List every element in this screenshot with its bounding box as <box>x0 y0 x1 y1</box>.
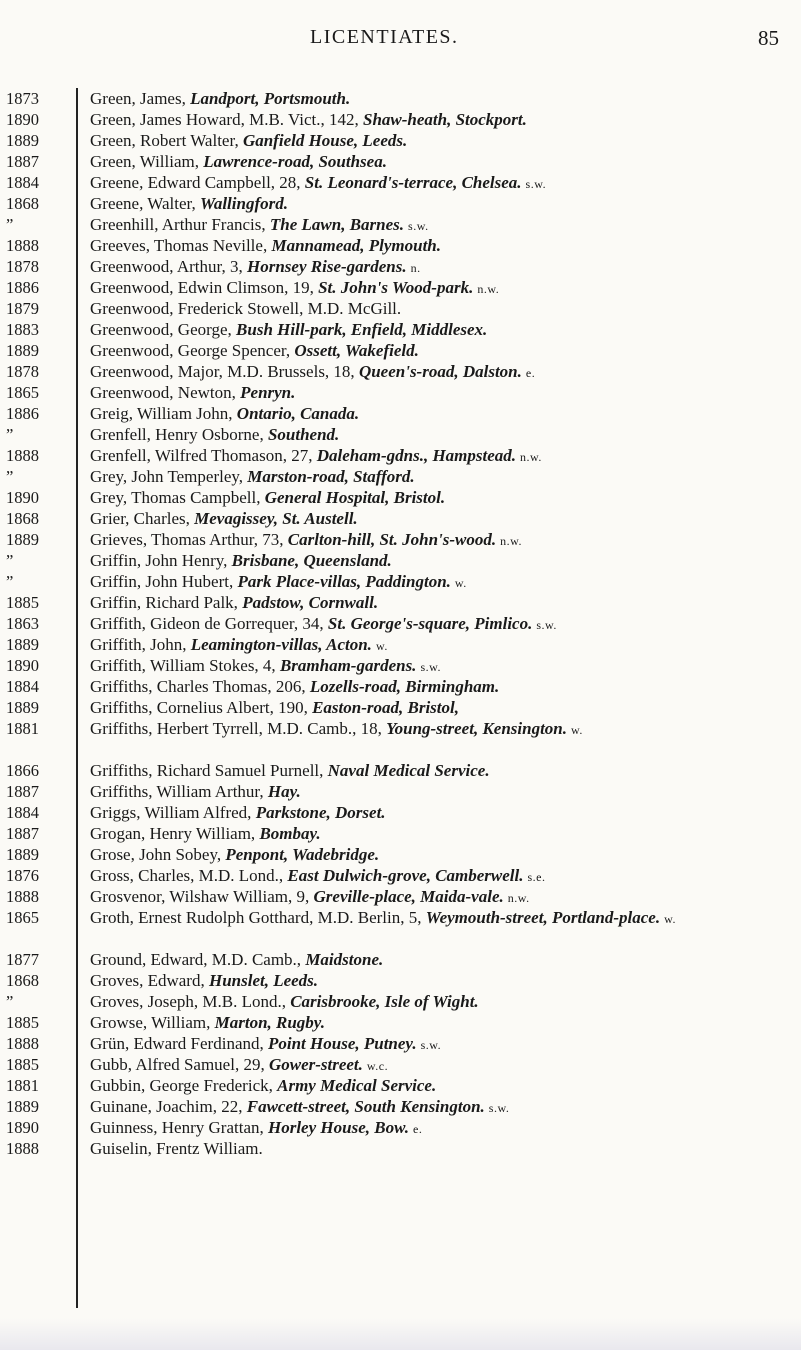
entry-name: Gubbin, George Frederick, <box>90 1076 273 1095</box>
entry-name: Groves, Edward, <box>90 971 205 990</box>
entry-year: 1890 <box>6 488 39 507</box>
entry-district: e. <box>413 1122 423 1136</box>
list-item <box>0 193 801 214</box>
entry-name: Groth, Ernest Rudolph Gotthard, M.D. Berlin, 5, <box>90 908 422 927</box>
entry-text <box>90 193 795 214</box>
entry-year: 1889 <box>6 341 39 360</box>
list-item <box>0 256 801 277</box>
entry-text <box>90 256 795 279</box>
entry-name: Griffith, William Stokes, 4, <box>90 656 276 675</box>
list-item <box>0 298 801 319</box>
entry-address: Lawrence-road, Southsea. <box>203 152 387 171</box>
list-item <box>0 970 801 991</box>
entry-address: Ossett, Wakefield. <box>294 341 419 360</box>
entry-text <box>90 424 795 445</box>
entry-address: Leamington-villas, Acton. <box>190 635 372 654</box>
list-item <box>0 718 801 760</box>
entry-name: Grier, Charles, <box>90 509 190 528</box>
entry-text <box>90 487 795 508</box>
entry-address: Queen's-road, Dalston. <box>358 362 522 381</box>
entry-text <box>90 88 795 109</box>
entry-address: Lozells-road, Birmingham. <box>309 677 500 696</box>
entry-district: s.w. <box>420 660 441 674</box>
page-header <box>0 26 801 56</box>
entry-address: Carisbrooke, Isle of Wight. <box>290 992 479 1011</box>
list-item <box>0 172 801 193</box>
entry-address: Padstow, Cornwall. <box>242 593 379 612</box>
entry-text <box>90 508 795 529</box>
entry-text <box>90 1075 795 1096</box>
list-item <box>0 235 801 256</box>
list-item <box>0 340 801 361</box>
entry-district: s.w. <box>488 1101 510 1115</box>
entry-district: s.w. <box>408 219 429 233</box>
entry-name: Greeves, Thomas Neville, <box>90 236 268 255</box>
running-title: LICENTIATES. <box>310 26 459 48</box>
entry-name: Green, William, <box>90 152 199 171</box>
entry-text <box>90 277 795 300</box>
entry-text <box>90 298 795 319</box>
entry-year: 1868 <box>6 194 39 213</box>
list-item <box>0 592 801 613</box>
entry-name: Griffin, Richard Palk, <box>90 593 238 612</box>
entry-name: Griggs, William Alfred, <box>90 803 252 822</box>
entry-name: Greenwood, Major, M.D. Brussels, 18, <box>90 362 355 381</box>
entry-address: Hunslet, Leeds. <box>208 971 319 990</box>
entry-text <box>90 907 795 930</box>
entry-year: 1879 <box>6 299 39 318</box>
entry-name: Greenwood, Frederick Stowell, M.D. McGill. <box>90 299 402 318</box>
entry-name: Grosvenor, Wilshaw William, 9, <box>90 887 310 906</box>
list-item <box>0 277 801 298</box>
list-item <box>0 361 801 382</box>
entry-district: n. <box>410 261 421 275</box>
list-item <box>0 214 801 235</box>
list-item <box>0 424 801 445</box>
entry-name: Guiselin, Frentz William. <box>90 1139 263 1158</box>
entry-address: Landport, Portsmouth. <box>190 89 351 108</box>
entry-name: Greenhill, Arthur Francis, <box>90 215 266 234</box>
list-item <box>0 1054 801 1075</box>
entry-name: Greenwood, George, <box>90 320 232 339</box>
entry-name: Griffin, John Henry, <box>90 551 228 570</box>
entry-name: Griffiths, William Arthur, <box>90 782 264 801</box>
entry-name: Greig, William John, <box>90 404 233 423</box>
entry-district: n.w. <box>520 450 542 464</box>
entry-text <box>90 760 795 781</box>
entry-name: Grey, John Temperley, <box>90 467 244 486</box>
entry-address: Point House, Putney. <box>268 1034 417 1053</box>
entry-text <box>90 109 795 130</box>
entry-year: 1889 <box>6 131 39 150</box>
list-item <box>0 382 801 403</box>
entry-address: Hornsey Rise-gardens. <box>247 257 407 276</box>
entry-district: e. <box>525 366 536 380</box>
entry-year: 1888 <box>6 236 39 255</box>
entry-name: Guinness, Henry Grattan, <box>90 1118 264 1137</box>
entry-name: Griffin, John Hubert, <box>90 572 234 591</box>
entry-address: Park Place-villas, Paddington. <box>237 572 451 591</box>
entry-name: Greene, Edward Campbell, 28, <box>90 173 301 192</box>
entry-year: 1884 <box>6 173 39 192</box>
entry-year: 1889 <box>6 635 39 654</box>
entry-text <box>90 319 795 340</box>
entry-address: Mannamead, Plymouth. <box>271 236 442 255</box>
entry-text <box>90 1117 795 1140</box>
list-item <box>0 1117 801 1138</box>
entry-district: w. <box>375 639 388 653</box>
list-item <box>0 1138 801 1159</box>
entry-text <box>90 172 795 195</box>
entry-year: ” <box>6 425 14 444</box>
entry-text <box>90 844 795 865</box>
list-item <box>0 781 801 802</box>
list-item <box>0 466 801 487</box>
entry-text <box>90 130 795 151</box>
entry-address: Naval Medical Service. <box>327 761 490 780</box>
entry-district: w. <box>571 723 583 737</box>
list-item <box>0 1033 801 1054</box>
entry-year: 1868 <box>6 509 39 528</box>
list-item <box>0 991 801 1012</box>
entry-name: Grieves, Thomas Arthur, 73, <box>90 530 284 549</box>
entry-text <box>90 823 795 844</box>
list-item <box>0 88 801 109</box>
entry-address: Hay. <box>267 782 301 801</box>
list-item <box>0 550 801 571</box>
entry-address: St. George's-square, Pimlico. <box>327 614 533 633</box>
list-item <box>0 130 801 151</box>
entry-name: Groves, Joseph, M.B. Lond., <box>90 992 286 1011</box>
entry-name: Griffiths, Cornelius Albert, 190, <box>90 698 308 717</box>
entry-year: 1890 <box>6 656 39 675</box>
list-item <box>0 886 801 907</box>
entry-address: Bombay. <box>259 824 321 843</box>
entry-name: Green, James Howard, M.B. Vict., 142, <box>90 110 359 129</box>
entry-text <box>90 382 795 403</box>
entry-district: n.w. <box>477 282 500 296</box>
entry-address: Penpont, Wadebridge. <box>225 845 380 864</box>
entry-year: 1888 <box>6 446 39 465</box>
entry-name: Griffiths, Richard Samuel Purnell, <box>90 761 324 780</box>
entry-name: Grenfell, Wilfred Thomason, 27, <box>90 446 313 465</box>
entry-district: s.w. <box>420 1038 442 1052</box>
list-item <box>0 508 801 529</box>
entry-year: 1886 <box>6 404 39 423</box>
page-bottom-edge <box>0 1318 801 1350</box>
entry-year: 1887 <box>6 782 39 801</box>
entry-address: Brisbane, Queensland. <box>231 551 392 570</box>
entry-year: 1888 <box>6 887 39 906</box>
entry-year: 1885 <box>6 593 39 612</box>
list-item <box>0 487 801 508</box>
entry-name: Greenwood, Edwin Climson, 19, <box>90 278 314 297</box>
list-item <box>0 1075 801 1096</box>
list-item <box>0 529 801 550</box>
entry-address: Maidstone. <box>305 950 384 969</box>
entry-year: 1883 <box>6 320 39 339</box>
list-item <box>0 865 801 886</box>
entry-text <box>90 613 795 636</box>
entry-year: 1863 <box>6 614 39 633</box>
entry-address: Ontario, Canada. <box>236 404 360 423</box>
entry-text <box>90 802 795 823</box>
entry-address: Mevagissey, St. Austell. <box>194 509 358 528</box>
entry-address: Daleham-gdns., Hampstead. <box>316 446 517 465</box>
entry-address: Horley House, Bow. <box>268 1118 410 1137</box>
entry-name: Griffith, John, <box>90 635 187 654</box>
entry-text <box>90 991 795 1012</box>
entry-text <box>90 1012 795 1033</box>
entry-name: Green, Robert Walter, <box>90 131 239 150</box>
list-item <box>0 655 801 676</box>
entry-district: s.e. <box>527 870 546 884</box>
list-item <box>0 823 801 844</box>
entry-address: Bush Hill-park, Enfield, Middlesex. <box>236 320 488 339</box>
entry-name: Grün, Edward Ferdinand, <box>90 1034 264 1053</box>
entry-text <box>90 361 795 384</box>
entry-address: Penryn. <box>240 383 296 402</box>
entry-name: Greenwood, Newton, <box>90 383 236 402</box>
entry-text <box>90 529 795 552</box>
entry-name: Griffiths, Herbert Tyrrell, M.D. Camb., 18, <box>90 719 382 738</box>
list-item <box>0 151 801 172</box>
entry-year: ” <box>6 467 14 486</box>
entry-text <box>90 697 795 718</box>
entry-year: 1889 <box>6 698 39 717</box>
entry-year: 1884 <box>6 803 39 822</box>
entry-name: Guinane, Joachim, 22, <box>90 1097 243 1116</box>
page-number: 85 <box>758 26 779 50</box>
entry-text <box>90 445 795 468</box>
entry-name: Greene, Walter, <box>90 194 196 213</box>
entry-year: 1866 <box>6 761 39 780</box>
entry-address: Marston-road, Stafford. <box>247 467 415 486</box>
entry-address: Carlton-hill, St. John's-wood. <box>287 530 497 549</box>
entry-year: 1886 <box>6 278 39 297</box>
entry-year: 1878 <box>6 257 39 276</box>
entry-name: Griffiths, Charles Thomas, 206, <box>90 677 306 696</box>
entry-address: Shaw-heath, Stockport. <box>362 110 527 129</box>
entry-district: n.w. <box>507 891 530 905</box>
entry-district: s.w. <box>536 618 557 632</box>
entry-address: Parkstone, Dorset. <box>255 803 386 822</box>
entry-text <box>90 571 795 594</box>
entry-district: w. <box>454 576 467 590</box>
entry-name: Grey, Thomas Campbell, <box>90 488 261 507</box>
entry-year: 1868 <box>6 971 39 990</box>
entry-address: Ganfield House, Leeds. <box>242 131 408 150</box>
entry-year: ” <box>6 572 14 591</box>
entry-text <box>90 1138 795 1159</box>
entry-text <box>90 403 795 424</box>
entry-year: 1881 <box>6 719 39 738</box>
entry-district: w.c. <box>366 1059 389 1073</box>
list-item <box>0 760 801 781</box>
list-item <box>0 571 801 592</box>
entry-name: Grose, John Sobey, <box>90 845 222 864</box>
entry-district: w. <box>664 912 676 926</box>
entry-address: East Dulwich-grove, Camberwell. <box>287 866 524 885</box>
entry-text <box>90 550 795 571</box>
list-item <box>0 1012 801 1033</box>
entry-year: 1877 <box>6 950 39 969</box>
list-item <box>0 949 801 970</box>
entry-text <box>90 235 795 256</box>
entry-district: n.w. <box>500 534 523 548</box>
entry-text <box>90 1096 795 1119</box>
entry-year: 1888 <box>6 1139 39 1158</box>
list-item <box>0 1096 801 1117</box>
entry-address: Southend. <box>267 425 340 444</box>
entry-text <box>90 676 795 697</box>
entry-address: Bramham-gardens. <box>279 656 417 675</box>
entry-address: Greville-place, Maida-vale. <box>313 887 504 906</box>
entry-name: Greenwood, George Spencer, <box>90 341 291 360</box>
entry-address: Weymouth-street, Portland-place. <box>425 908 661 927</box>
list-item <box>0 634 801 655</box>
entry-address: Fawcett-street, South Kensington. <box>246 1097 485 1116</box>
entry-year: 1881 <box>6 1076 39 1095</box>
entry-year: 1889 <box>6 530 39 549</box>
entry-text <box>90 865 795 888</box>
entry-year: 1884 <box>6 677 39 696</box>
entry-text <box>90 1054 795 1077</box>
list-item <box>0 613 801 634</box>
entry-address: St. Leonard's-terrace, Chelsea. <box>304 173 522 192</box>
entry-name: Gross, Charles, M.D. Lond., <box>90 866 284 885</box>
entry-year: ” <box>6 215 14 234</box>
entry-text <box>90 214 795 237</box>
entry-year: 1878 <box>6 362 39 381</box>
entry-name: Grenfell, Henry Osborne, <box>90 425 264 444</box>
entry-name: Green, James, <box>90 89 186 108</box>
list-item <box>0 844 801 865</box>
entry-text <box>90 592 795 613</box>
entry-district: s.w. <box>525 177 547 191</box>
list-item <box>0 676 801 697</box>
entry-name: Griffith, Gideon de Gorrequer, 34, <box>90 614 324 633</box>
entry-text <box>90 655 795 678</box>
entry-address: Wallingford. <box>199 194 288 213</box>
entry-text <box>90 151 795 172</box>
entry-name: Greenwood, Arthur, 3, <box>90 257 243 276</box>
list-item <box>0 907 801 949</box>
entry-year: 1890 <box>6 1118 39 1137</box>
entry-year: 1885 <box>6 1055 39 1074</box>
entry-text <box>90 634 795 657</box>
entry-address: St. John's Wood-park. <box>318 278 474 297</box>
entry-year: 1876 <box>6 866 39 885</box>
entry-year: ” <box>6 551 14 570</box>
entry-text <box>90 1033 795 1056</box>
entry-address: General Hospital, Bristol. <box>264 488 446 507</box>
entry-year: ” <box>6 992 14 1011</box>
list-item <box>0 319 801 340</box>
entry-year: 1873 <box>6 89 39 108</box>
entry-text <box>90 340 795 361</box>
entry-text <box>90 970 795 991</box>
entry-text <box>90 718 795 741</box>
list-item <box>0 109 801 130</box>
entry-year: 1890 <box>6 110 39 129</box>
entry-text <box>90 886 795 909</box>
entry-year: 1889 <box>6 1097 39 1116</box>
entry-address: The Lawn, Barnes. <box>269 215 405 234</box>
entry-year: 1887 <box>6 152 39 171</box>
entry-name: Growse, William, <box>90 1013 211 1032</box>
entry-name: Grogan, Henry William, <box>90 824 256 843</box>
entry-address: Marton, Rugby. <box>214 1013 325 1032</box>
entry-year: 1889 <box>6 845 39 864</box>
entry-address: Easton-road, Bristol, <box>312 698 459 717</box>
entry-year: 1885 <box>6 1013 39 1032</box>
entry-name: Ground, Edward, M.D. Camb., <box>90 950 302 969</box>
entry-year: 1888 <box>6 1034 39 1053</box>
entry-text <box>90 949 795 970</box>
entry-year: 1865 <box>6 908 39 927</box>
entry-address: Army Medical Service. <box>277 1076 437 1095</box>
list-item <box>0 403 801 424</box>
list-item <box>0 697 801 718</box>
entry-address: Gower-street. <box>268 1055 363 1074</box>
list-item <box>0 445 801 466</box>
entry-list <box>0 88 801 1159</box>
entry-year: 1865 <box>6 383 39 402</box>
list-item <box>0 802 801 823</box>
entry-text <box>90 781 795 802</box>
entry-name: Gubb, Alfred Samuel, 29, <box>90 1055 265 1074</box>
entry-text <box>90 466 795 487</box>
entry-year: 1887 <box>6 824 39 843</box>
entry-address: Young-street, Kensington. <box>386 719 568 738</box>
